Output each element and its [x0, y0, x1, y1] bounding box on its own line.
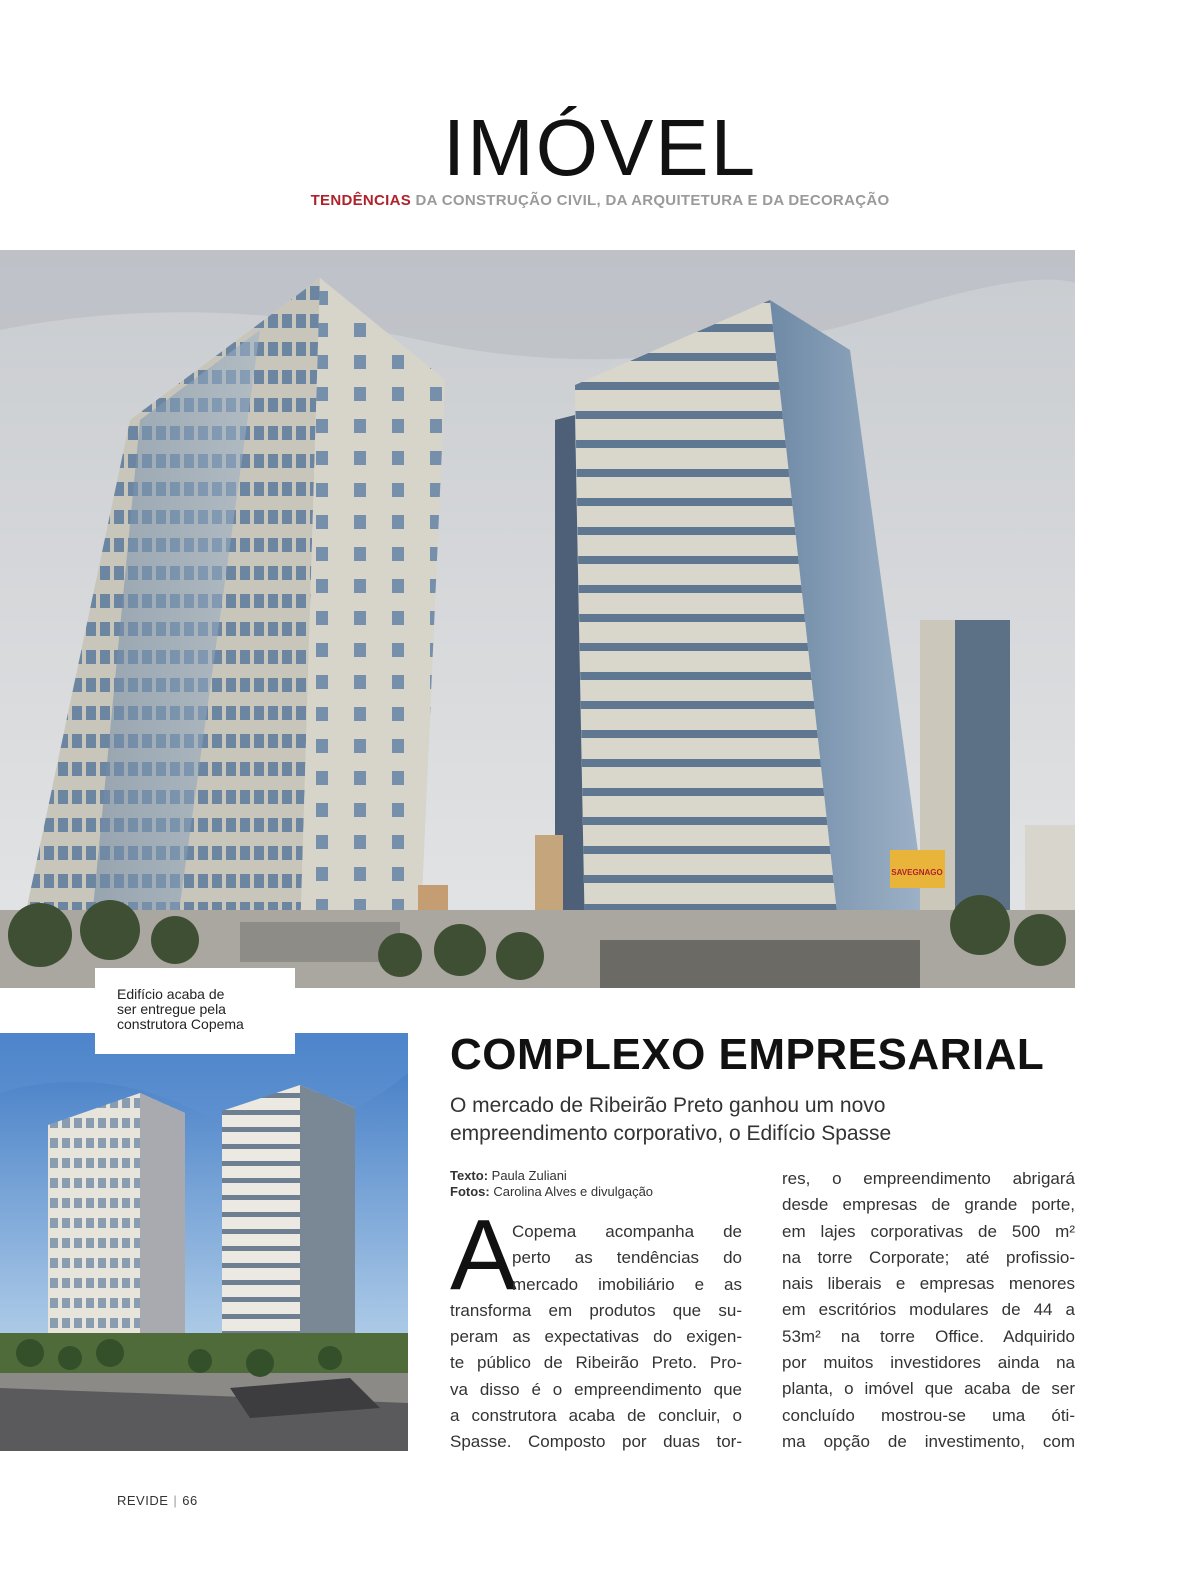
kicker-rest: DA CONSTRUÇÃO CIVIL, DA ARQUITETURA E DA DECORAÇÃO [411, 192, 890, 209]
caption-line: Edifício acaba de [117, 986, 225, 1002]
photo-credit-label: Fotos: [450, 1184, 490, 1199]
column-line: res, o empreendimento abrigará [782, 1169, 1075, 1188]
photo-credit-name: Carolina Alves e divulgação [489, 1184, 654, 1199]
text-credit-name: Paula Zuliani [488, 1168, 567, 1183]
column-line: a construtora acaba de concluir, o [450, 1406, 742, 1426]
column-line: em escritórios modulares de 44 a [782, 1300, 1075, 1320]
render-photo-illustration [0, 1033, 408, 1451]
article-column-2 [782, 1166, 1075, 1455]
standfirst-line: empreendimento corporativo, o Edifício Spasse [450, 1122, 892, 1145]
column-line: te público de Ribeirão Preto. Pro- [450, 1353, 742, 1373]
column-line: planta, o imóvel que acaba de ser [782, 1379, 1075, 1399]
hero-photo-illustration [0, 250, 1075, 988]
section-kicker [0, 192, 1200, 209]
hero-sign-text: SAVEGNAGO [891, 868, 943, 877]
column-line: Spasse. Composto por duas tor- [450, 1432, 742, 1452]
column-line: desde empresas de grande porte, [782, 1195, 1075, 1215]
column-line: concluído mostrou-se uma óti- [782, 1405, 1075, 1425]
article-credits [450, 1168, 653, 1200]
column-line: perto as tendências do [512, 1248, 742, 1268]
column-line: em lajes corporativas de 500 m² [782, 1221, 1075, 1241]
column-line: por muitos investidores ainda na [782, 1353, 1075, 1373]
column-line: va disso é o empreendimento que [450, 1379, 742, 1399]
column-line: 53m² na torre Office. Adquirido [782, 1326, 1075, 1346]
page-number: 66 [182, 1493, 198, 1508]
hero-photo [0, 250, 1075, 988]
kicker-accent: TENDÊNCIAS [310, 192, 412, 209]
column-line: nais liberais e empresas menores [782, 1274, 1075, 1294]
column-line: na torre Corporate; até profissio- [782, 1247, 1075, 1267]
standfirst-line: O mercado de Ribeirão Preto ganhou um novo [450, 1094, 886, 1117]
caption-line: ser entregue pela [117, 1001, 226, 1017]
render-photo [0, 1033, 408, 1451]
photo-caption [95, 968, 295, 1054]
column-line: ma opção de investimento, com [782, 1431, 1075, 1451]
column-line: Copema acompanha de [512, 1222, 742, 1241]
photo-credit [450, 1184, 653, 1200]
caption-line: construtora Copema [117, 1016, 244, 1032]
column-line: peram as expectativas do exigen- [450, 1327, 742, 1347]
column-line: mercado imobiliário e as [512, 1274, 742, 1294]
text-credit-label: Texto: [450, 1168, 489, 1183]
article-column-1 [450, 1219, 742, 1456]
article-headline: COMPLEXO EMPRESARIAL [450, 1030, 1045, 1079]
column-line: transforma em produtos que su- [450, 1300, 742, 1320]
article-standfirst [450, 1092, 970, 1148]
text-credit [450, 1168, 653, 1184]
dropcap: A [450, 1199, 517, 1311]
magazine-name: REVIDE [117, 1493, 169, 1508]
footer-separator: | [173, 1493, 178, 1508]
page-footer [117, 1493, 198, 1508]
section-title: IMÓVEL [442, 103, 758, 192]
